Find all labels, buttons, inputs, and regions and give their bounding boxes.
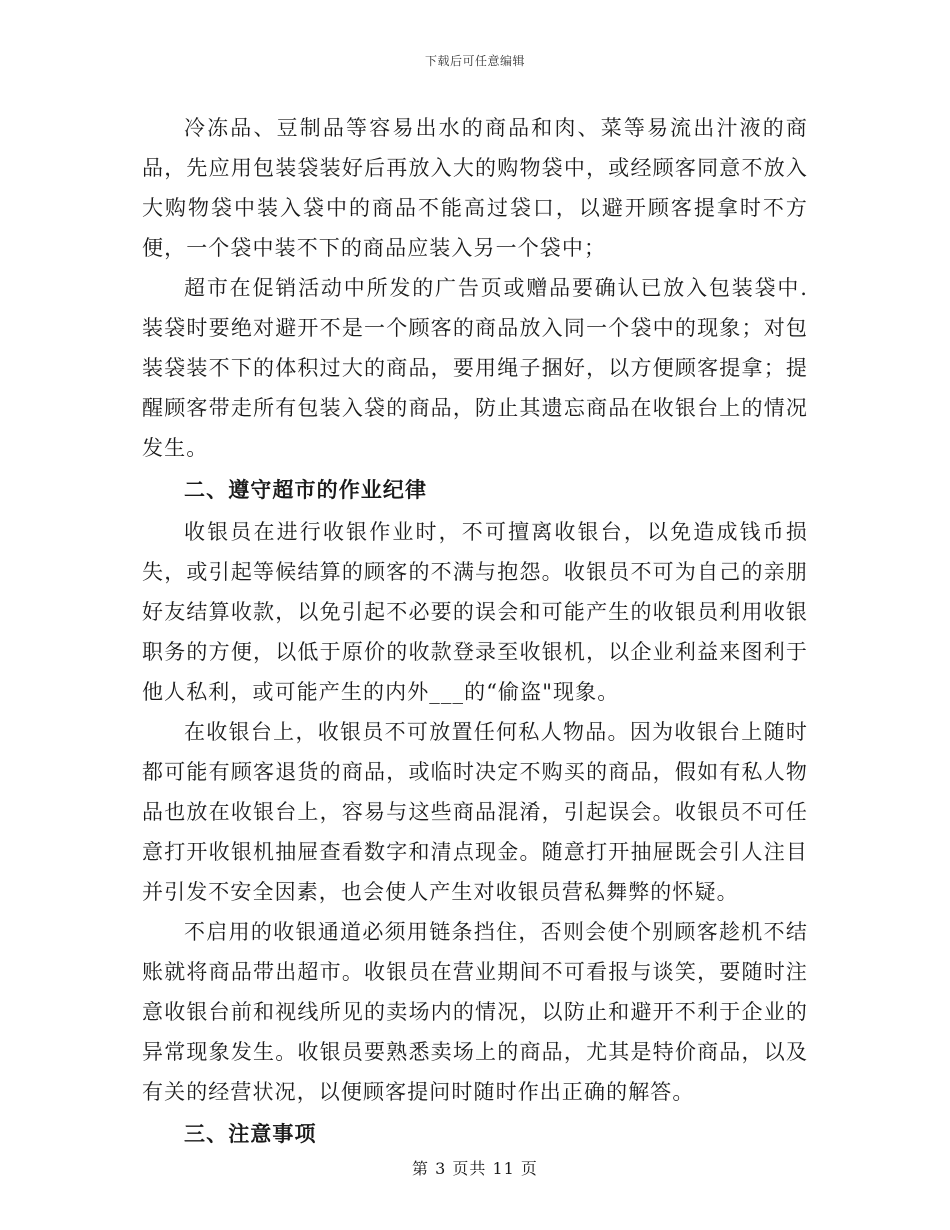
- paragraph-promotion-items: 超市在促销活动中所发的广告页或赠品要确认已放入包装袋中.装袋时要绝对避开不是一个顾客的商品放入同一个袋中的现象；对包装袋装不下的体积过大的商品，要用绳子捆好，以方便顾客提拿；提醒顾客带走所有包装入袋的商品，防止其遗忘商品在收银台上的情况发生。: [142, 276, 808, 460]
- section-heading-discipline: 二、遵守超市的作业纪律: [184, 477, 428, 502]
- paragraph-no-leaving-counter: 收银员在进行收银作业时，不可擅离收银台，以免造成钱币损失，或引起等候结算的顾客的不满与抱怨。收银员不可为自己的亲朋好友结算收款，以免引起不必要的误会和可能产生的收银员利用收银职务的方便，以低于原价的收款登录至收银机，以企业利益来图利于他人私利，或可能产生的内外___的“偷盗"现象。: [142, 520, 808, 704]
- paragraph-no-personal-items: 在收银台上，收银员不可放置任何私人物品。因为收银台上随时都可能有顾客退货的商品，或临时决定不购买的商品，假如有私人物品也放在收银台上，容易与这些商品混淆，引起误会。收银员不可任意打开收银机抽屉查看数字和清点现金。随意打开抽屉既会引人注目并引发不安全因素，也会使人产生对收银员营私舞弊的怀疑。: [142, 720, 808, 904]
- paragraph-bagging-wet-goods: 冷冻品、豆制品等容易出水的商品和肉、菜等易流出汁液的商品，先应用包装袋装好后再放入大的购物袋中，或经顾客同意不放入大购物袋中装入袋中的商品不能高过袋口，以避开顾客提拿时不方便，一个袋中装不下的商品应装入另一个袋中；: [142, 116, 808, 260]
- section-heading-notes: 三、注意事项: [184, 1121, 317, 1146]
- document-body: [142, 108, 808, 1156]
- page-header: 下载后可任意编辑: [424, 54, 525, 68]
- paragraph-closed-lanes: 不启用的收银通道必须用链条挡住，否则会使个别顾客趁机不结账就将商品带出超市。收银员在营业期间不可看报与谈笑，要随时注意收银台前和视线所见的卖场内的情况，以防止和避开不利于企业的异常现象发生。收银员要熟悉卖场上的商品，尤其是特价商品，以及有关的经营状况，以便顾客提问时随时作出正确的解答。: [142, 920, 808, 1104]
- page-number: 第 3 页共 11 页: [412, 1159, 538, 1178]
